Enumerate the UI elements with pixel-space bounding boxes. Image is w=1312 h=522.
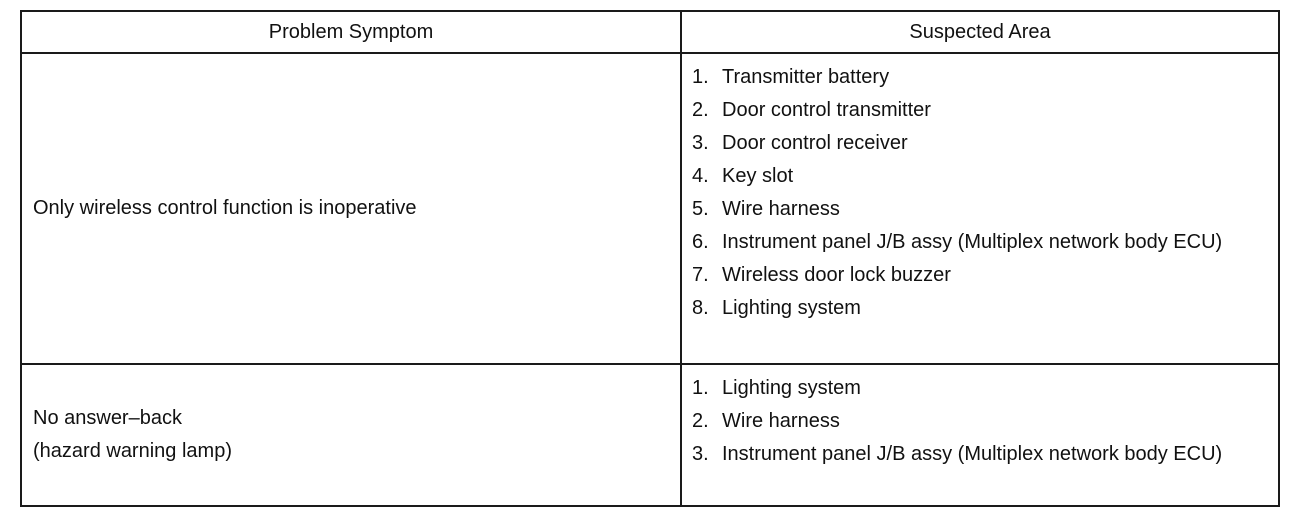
item-text: Instrument panel J/B assy (Multiplex network body ECU): [722, 231, 1223, 253]
item-text: Wire harness: [722, 410, 840, 432]
item-text: Door control transmitter: [722, 99, 931, 121]
suspected-area-cell: [681, 53, 1279, 364]
table-row: [21, 364, 1279, 506]
item-text: Lighting system: [722, 377, 861, 399]
item-number: 1.: [692, 377, 709, 399]
item-number: 5.: [692, 198, 709, 220]
item-text: Wireless door lock buzzer: [722, 264, 951, 286]
list-item: [692, 61, 1278, 94]
symptom-table: [20, 10, 1280, 507]
symptom-text: No answer–back: [33, 407, 182, 429]
item-text: Lighting system: [722, 297, 861, 319]
item-number: 1.: [692, 66, 709, 88]
item-number: 2.: [692, 410, 709, 432]
symptom-text: Only wireless control function is inoperative: [33, 197, 417, 219]
header-problem-symptom: Problem Symptom: [21, 11, 681, 53]
item-number: 2.: [692, 99, 709, 121]
item-number: 3.: [692, 443, 709, 465]
item-number: 4.: [692, 165, 709, 187]
list-item: [692, 94, 1278, 127]
item-number: 3.: [692, 132, 709, 154]
list-item: [692, 127, 1278, 160]
table-row: [21, 53, 1279, 364]
list-item: [692, 438, 1278, 471]
item-number: 7.: [692, 264, 709, 286]
item-text: Transmitter battery: [722, 66, 890, 88]
list-item: [692, 292, 1278, 325]
symptom-text: (hazard warning lamp): [33, 440, 232, 462]
list-item: [692, 259, 1278, 292]
suspected-area-list: [692, 61, 1278, 325]
item-text: Wire harness: [722, 198, 840, 220]
item-text: Door control receiver: [722, 132, 908, 154]
list-item: [692, 160, 1278, 193]
list-item: [692, 372, 1278, 405]
header-suspected-area: Suspected Area: [681, 11, 1279, 53]
item-number: 6.: [692, 231, 709, 253]
list-item: [692, 226, 1278, 259]
list-item: [692, 405, 1278, 438]
symptom-cell: [21, 53, 681, 364]
suspected-area-list: [692, 372, 1278, 471]
item-text: Key slot: [722, 165, 794, 187]
suspected-area-cell: [681, 364, 1279, 506]
header-row: [21, 11, 1279, 53]
symptom-cell: [21, 364, 681, 506]
list-item: [692, 193, 1278, 226]
item-text: Instrument panel J/B assy (Multiplex network body ECU): [722, 443, 1223, 465]
item-number: 8.: [692, 297, 709, 319]
